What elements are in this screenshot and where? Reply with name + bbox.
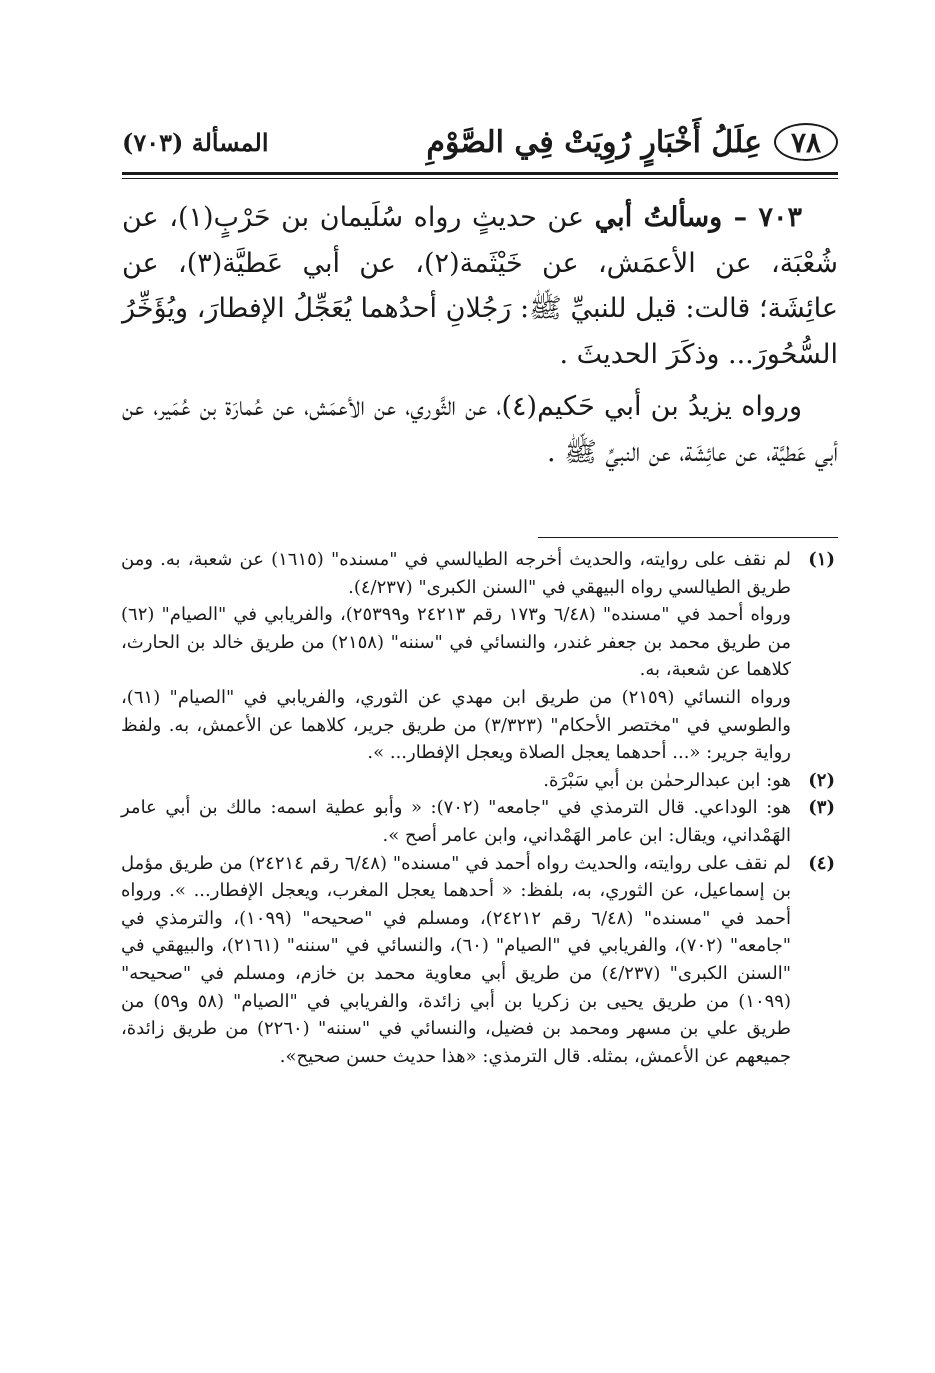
footnote-paragraph: لم نقف على روايته، والحديث رواه أحمد في "مسنده" (٦/٤٨ رقم ٢٤٢١٤) من طريق مؤمل بن إسماعيل، عن الثوري، به، بلفظ: « أحدهما يعجل المغرب، ويعجل الإفطار... ». ورواه أحمد في "مسنده" (٦/٤٨ رقم ٢٤٢١٢)، ومسلم في "صحيحه" (١٠٩٩)، والترمذي في "جامعه" (٧٠٢)، والفريابي في "الصيام" (٦٠)، والنسائي في "سننه" (٢١٦١)، والبيهقي في "السنن الكبرى" (٤/٢٣٧) من طريق أبي معاوية محمد بن خازم، ومسلم في "صحيحه" (١٠٩٩) من طريق يحيى بن زكريا بن أبي زائدة، والفريابي في "الصيام" (٥٨ و٥٩) من طريق علي بن مسهر ومحمد بن فضيل، والنسائي في "سننه" (٢٢٦٠) من طريق زائدة، جميعهم عن الأعمش، بمثله. قال الترمذي: «هذا حديث حسن صحيح».	[121, 852, 791, 1067]
main-paragraph	[122, 195, 838, 377]
footnote-paragraph: لم نقف على روايته، والحديث أخرجه الطيالسي في "مسنده" (١٦١٥) عن شعبة، به. ومن طريق الطيالسي رواه البيهقي في "السنن الكبرى" (٤/٢٣٧).	[121, 549, 791, 598]
footnote	[121, 794, 835, 849]
main-text	[122, 195, 838, 482]
footnote-paragraph: هو: الوداعي. قال الترمذي في "جامعه" (٧٠٢): « وأبو عطية اسمه: مالك بن أبي عامر الهَمْداني، ويقال: ابن عامر الهَمْداني، وابن عامر أصح ».	[121, 797, 791, 846]
page-number: ٧٨	[774, 123, 838, 161]
footnote	[121, 850, 835, 1071]
paragraph-text: عن حديثٍ رواه سُلَيمان بن حَرْبٍ(١)، عن شُعْبَة، عن الأعمَش، عن خَيْثَمة(٢)، عن أبي عَطيَّة(٣)، عن عائِشَة؛ قالت: قيل للنبيِّ ﷺ: رَجُلانِ أحدُهما يُعَجِّلُ الإفطارَ، ويُؤَخِّرُ السُّحُورَ... وذكَرَ الحديثَ .	[122, 202, 838, 370]
footnote-mark: (٣)	[808, 797, 835, 819]
footnote-separator	[538, 537, 838, 538]
page-header	[122, 118, 838, 166]
footnote-paragraph: ورواه أحمد في "مسنده" (٦/٤٨ و١٧٣ رقم ٢٤٢١٣ و٢٥٣٩٩)، والفريابي في "الصيام" (٦٢) من طريق محمد بن جعفر غندر، والنسائي في "سننه" (٢١٥٨) من طريق خالد بن الحارث، كلاهما عن شعبة، به.	[121, 604, 791, 681]
footnotes	[121, 546, 835, 1070]
running-title: عِلَلُ أَخْبَارٍ رُوِيَتْ فِي الصَّوْمِ	[426, 124, 762, 160]
footnote-mark: (١)	[808, 549, 835, 570]
footnote-body	[121, 794, 791, 849]
footnote-paragraph: هو: ابن عبدالرحمٰن بن أبي سَبْرَة.	[543, 769, 791, 791]
paragraph-lead: ٧٠٣ – وسألتُ أبي	[594, 202, 802, 233]
header-rule-thin	[122, 178, 838, 179]
footnote-paragraph: ورواه النسائي (٢١٥٩) من طريق ابن مهدي عن الثوري، والفريابي في "الصيام" (٦١)، والطوسي في "مختصر الأحكام" (٣/٣٢٣) من طريق جرير، كلاهما عن الأعمش، به. ولفظ رواية جرير: «... أحدهما يعجل الصلاة ويعجل الإفطار... ».	[121, 686, 791, 764]
issue-label: المسألة (٧٠٣)	[122, 127, 269, 157]
footnote-body	[121, 546, 791, 767]
footnote-body	[121, 767, 791, 795]
footnote-mark: (٢)	[808, 769, 835, 791]
header-rule-thick	[122, 172, 838, 175]
footnote	[121, 767, 835, 795]
footnote-mark: (٤)	[808, 852, 835, 874]
footnote-body	[121, 850, 791, 1071]
footnote	[121, 546, 835, 767]
main-paragraph: ورواه يزيدُ بن أبي حَكيم(٤)، عن الثَّوري، عن الأعمَش، عن عُمارَة بن عُمَير، عن أبي عَطيَّة، عن عائِشَة، عن النبيِّ ﷺ .	[122, 391, 838, 468]
